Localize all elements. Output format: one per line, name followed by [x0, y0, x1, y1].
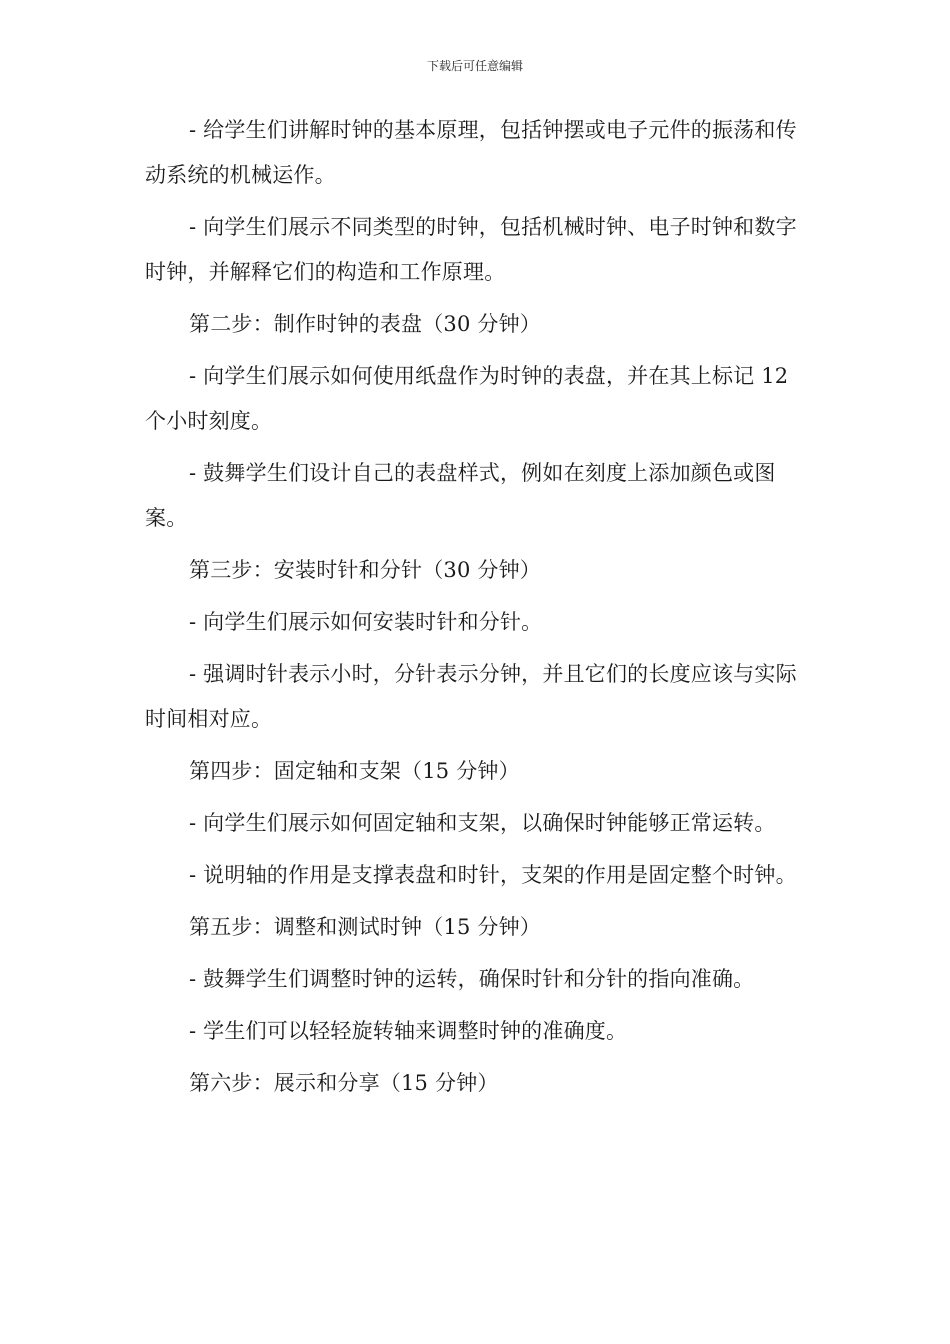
paragraph-adjust-clock: - 鼓舞学生们调整时钟的运转，确保时针和分针的指向准确。 — [189, 967, 755, 991]
step-6-heading: 第六步：展示和分享（15 分钟） — [189, 1071, 499, 1095]
step-3-heading: 第三步：安装时针和分针（30 分钟） — [189, 558, 541, 582]
paragraph-rotate-axis: - 学生们可以轻轻旋转轴来调整时钟的准确度。 — [189, 1019, 628, 1043]
paragraph-clock-types: - 向学生们展示不同类型的时钟，包括机械时钟、电子时钟和数字时钟，并解释它们的构造和工作原理。 — [145, 215, 797, 284]
paragraph-explain-principle: - 给学生们讲解时钟的基本原理，包括钟摆或电子元件的振荡和传动系统的机械运作。 — [145, 118, 797, 187]
step-5-heading: 第五步：调整和测试时钟（15 分钟） — [189, 915, 541, 939]
step-4-heading: 第四步：固定轴和支架（15 分钟） — [189, 759, 520, 783]
document-body — [145, 108, 807, 1113]
paragraph-hand-length: - 强调时针表示小时，分针表示分钟，并且它们的长度应该与实际时间相对应。 — [145, 662, 797, 731]
paragraph-axis-role: - 说明轴的作用是支撑表盘和时针，支架的作用是固定整个时钟。 — [189, 863, 797, 887]
page-header-note: 下载后可任意编辑 — [426, 59, 523, 73]
paragraph-paper-plate-dial: - 向学生们展示如何使用纸盘作为时钟的表盘，并在其上标记 12 个小时刻度。 — [145, 364, 789, 433]
paragraph-design-dial: - 鼓舞学生们设计自己的表盘样式，例如在刻度上添加颜色或图案。 — [145, 461, 776, 530]
step-2-heading: 第二步：制作时钟的表盘（30 分钟） — [189, 312, 541, 336]
paragraph-install-hands: - 向学生们展示如何安装时针和分针。 — [189, 610, 543, 634]
paragraph-fix-axis: - 向学生们展示如何固定轴和支架，以确保时钟能够正常运转。 — [189, 811, 776, 835]
